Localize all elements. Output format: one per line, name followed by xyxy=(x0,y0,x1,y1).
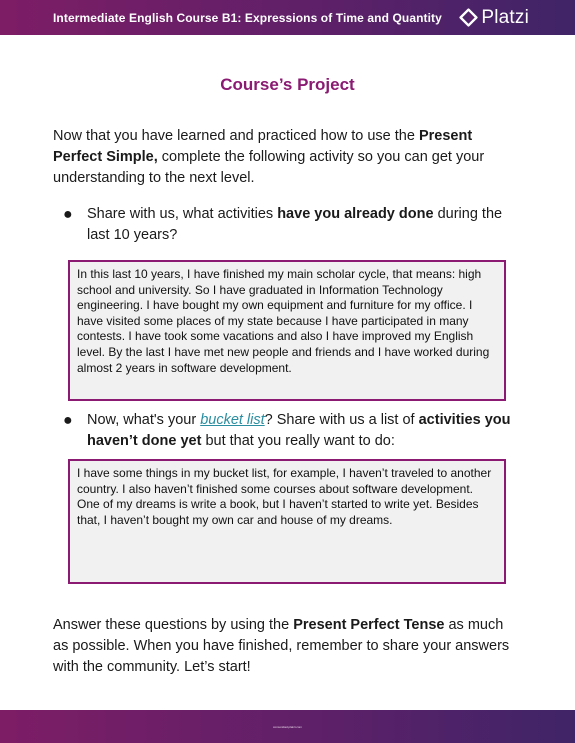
answer-box-done-activities[interactable]: In this last 10 years, I have finished my main scholar cycle, that means: high school and university. So I have graduated in Information Technology engineering. I have bought my own equipment and furniture for my office. I have visited some places of my state because I have participated in many contests. I have took some vacations and also I have improved my English level. By the last I have met new people and friends and I have worked during almost 2 years in software development. xyxy=(68,260,506,401)
bullet-text xyxy=(87,410,523,452)
page-footer xyxy=(0,710,575,743)
bucket-list-link[interactable]: bucket list xyxy=(200,412,265,428)
platzi-logo[interactable] xyxy=(459,7,529,29)
bullet-1-text-2: during the last 10 years? xyxy=(87,206,503,243)
footer-text: comunidad.platzi.com xyxy=(272,724,302,729)
bullet-1-bold: have you already done xyxy=(277,206,434,222)
outro-paragraph xyxy=(53,615,521,678)
intro-text-1: Now that you have learned and practiced how to use the xyxy=(53,128,419,144)
page-title: Course’s Project xyxy=(220,75,355,94)
bullet-icon: ● xyxy=(63,206,73,223)
course-title: Intermediate English Course B1: Expressions of Time and Quantity xyxy=(53,10,442,25)
bullet-text xyxy=(87,204,523,246)
bullet-item-done-activities xyxy=(53,204,523,246)
bullet-2-text-3: but that you really want to do: xyxy=(201,433,395,449)
intro-text-2: complete the following activity so you can get your understanding to the next level. xyxy=(53,149,485,186)
answer-box-bucket-list[interactable]: I have some things in my bucket list, for example, I haven’t traveled to another country. I also haven’t finished some courses about software development. One of my dreams is write a book, but I haven’t started to write yet. Besides that, I haven’t bought my own car and house of my dreams. xyxy=(68,459,506,584)
page-header xyxy=(0,0,575,35)
intro-bold: Present Perfect Simple, xyxy=(53,128,473,165)
outro-text-2: as much as possible. When you have finished, remember to share your answers with the community. Let’s start! xyxy=(53,617,510,675)
bullet-2-bold: activities you haven’t done yet xyxy=(87,412,511,449)
outro-bold: Present Perfect Tense xyxy=(293,617,445,633)
platzi-logo-icon xyxy=(459,8,478,27)
intro-paragraph xyxy=(53,126,521,189)
outro-text-1: Answer these questions by using the xyxy=(53,617,294,633)
bullet-1-text-1: Share with us, what activities xyxy=(87,206,278,222)
bullet-2-text-2: ? Share with us a list of xyxy=(264,412,419,428)
bullet-item-bucket-list xyxy=(53,410,523,452)
bullet-icon: ● xyxy=(63,412,73,429)
bullet-2-text-1: Now, what's your xyxy=(87,412,201,428)
logo-text: Platzi xyxy=(481,6,529,28)
